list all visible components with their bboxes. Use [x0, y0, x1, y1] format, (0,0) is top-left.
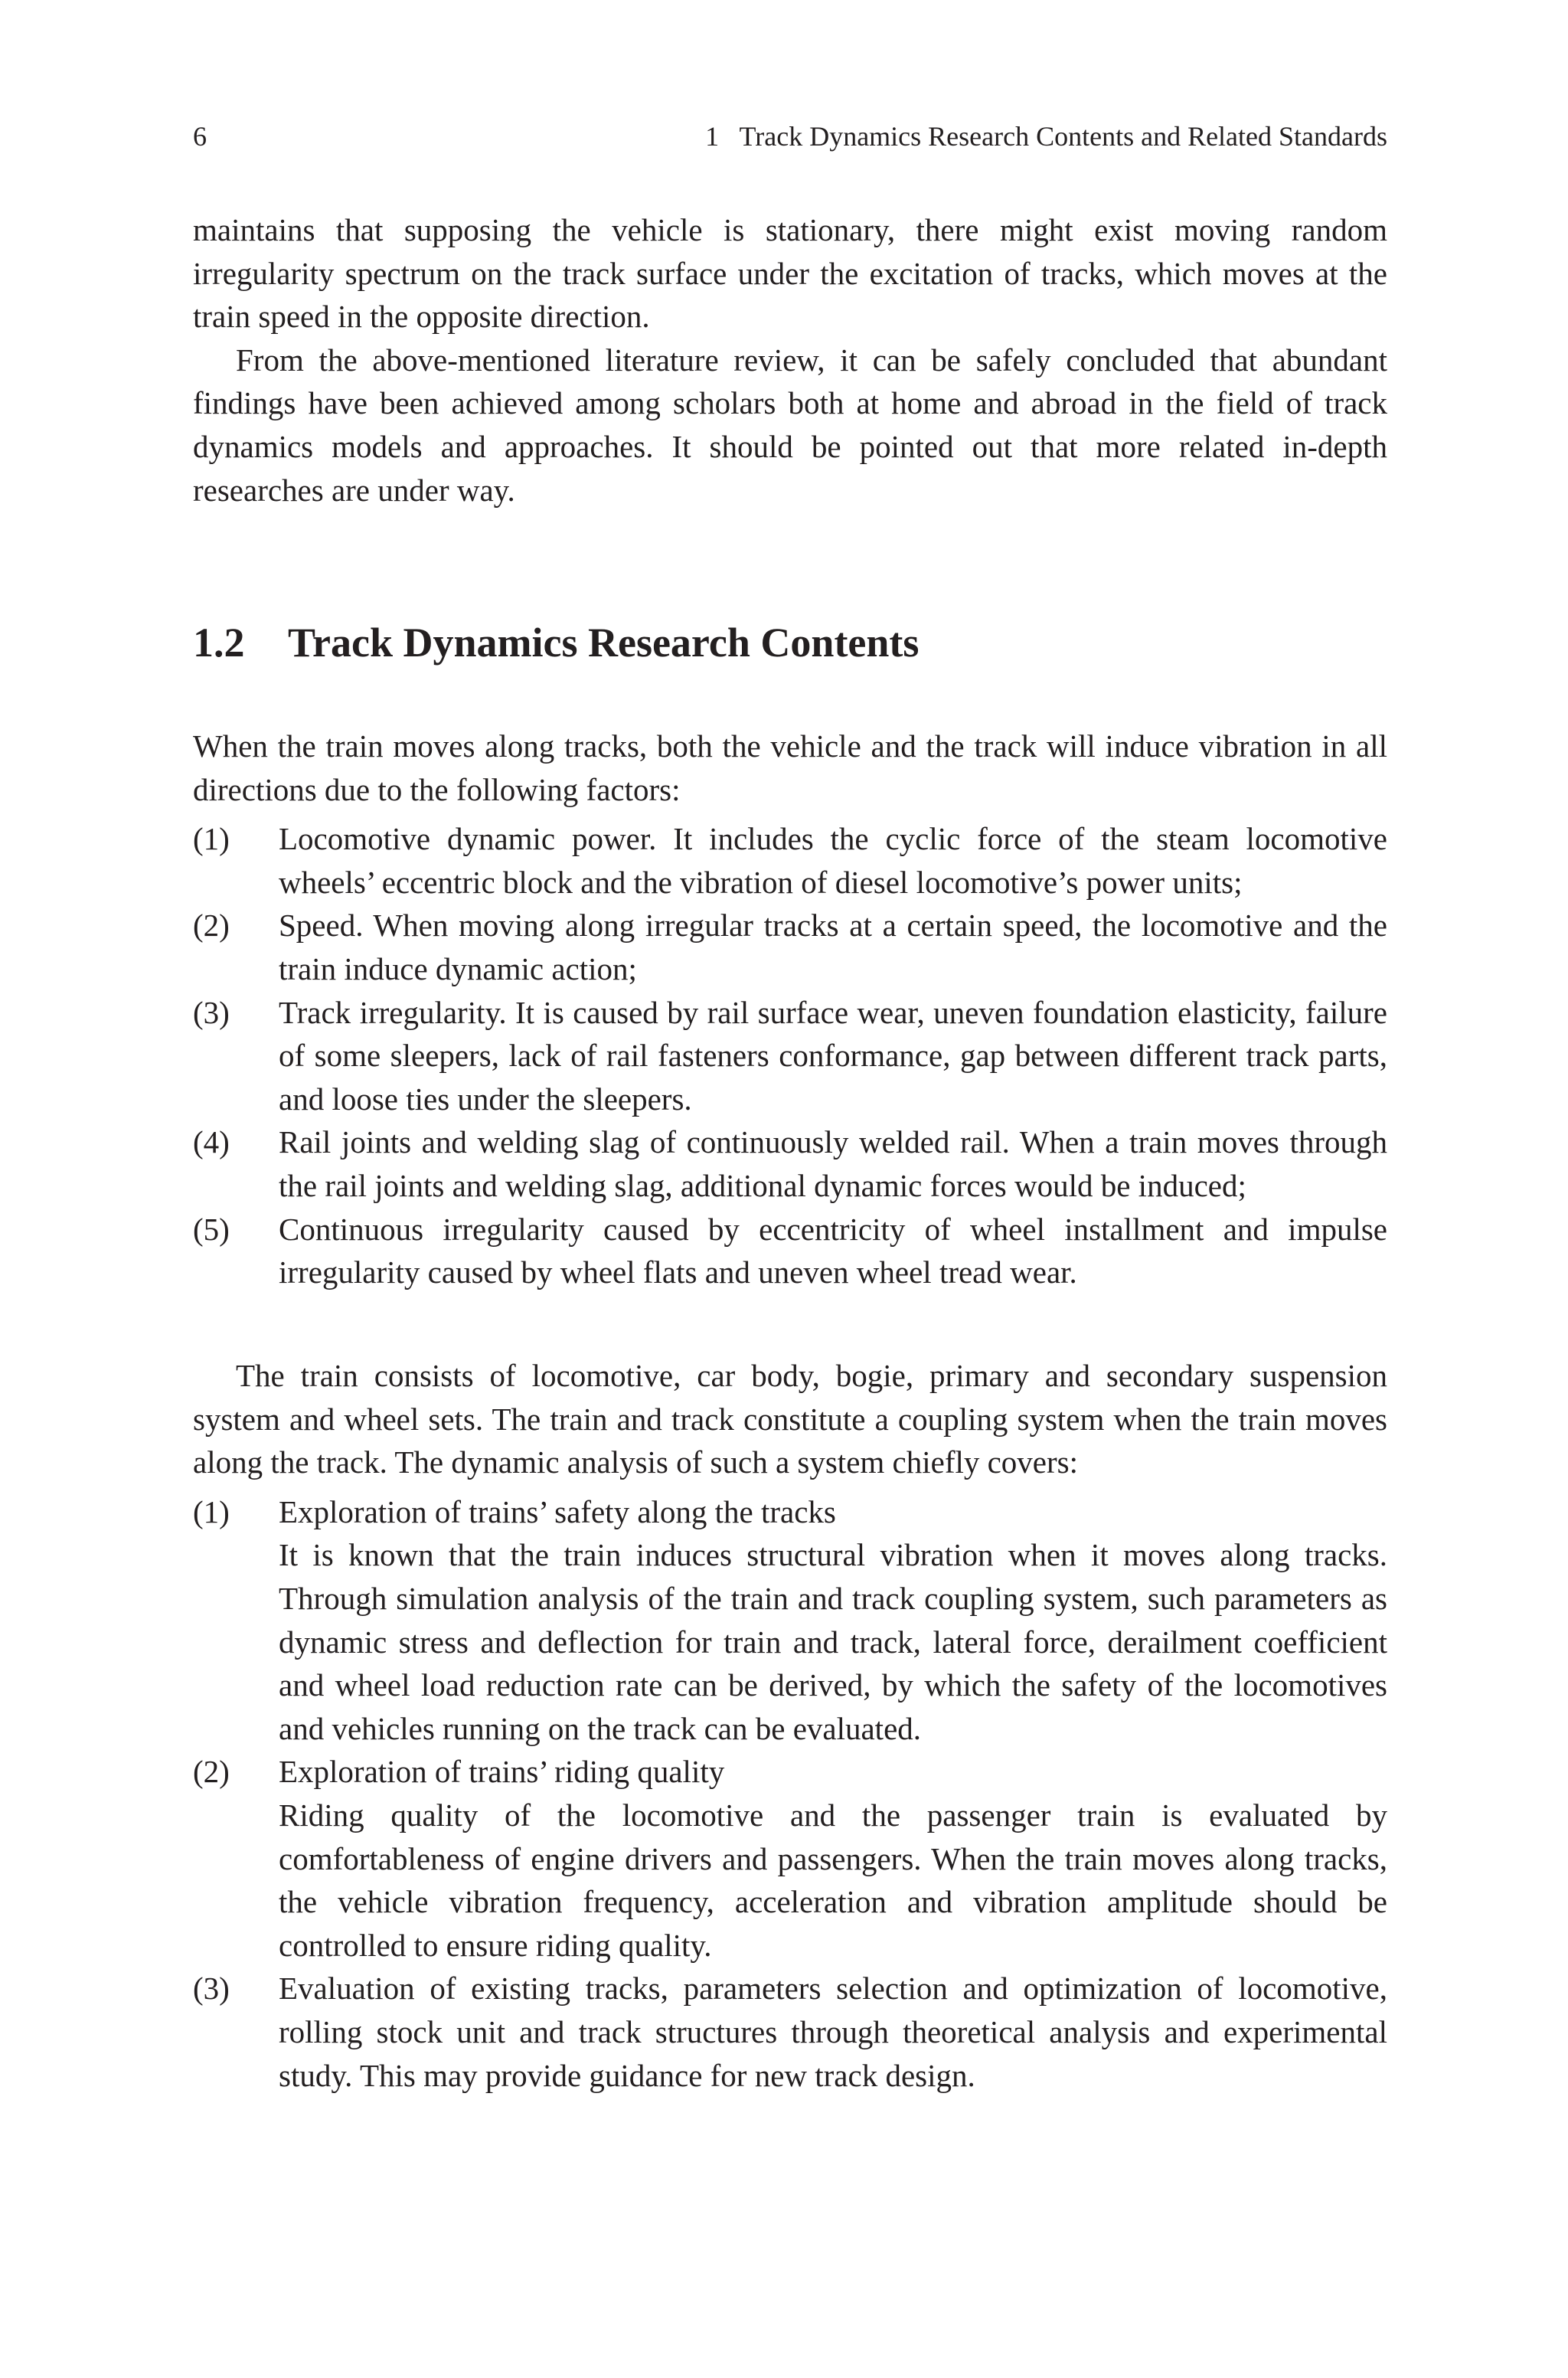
list-item-title: Exploration of trains’ safety along the tracks [279, 1493, 836, 1529]
list-marker: (1) [193, 821, 230, 857]
intro-paragraph: When the train moves along tracks, both the vehicle and the track will induce vibration in all directions due to the following factors: [193, 728, 1387, 807]
list-item [193, 991, 1387, 1121]
list-item [193, 817, 1387, 904]
list-marker: (3) [193, 1971, 230, 2007]
train-paragraph: The train consists of locomotive, car body, bogie, primary and secondary suspension system and wheel sets. The train and track constitute a coupling system when the train moves along the track. The dynamic analysis of such a system chiefly covers: [193, 1358, 1387, 1480]
list-item-text: Speed. When moving along irregular tracks at a certain speed, the locomotive and the train induce dynamic action; [279, 908, 1387, 986]
factors-block [193, 725, 1387, 1294]
list-item-text: Evaluation of existing tracks, parameters selection and optimization of locomotive, rolling stock unit and track structures through theoretical analysis and experimental study. This may provide guidance for new track design. [279, 1971, 1387, 2093]
list-item [193, 1208, 1387, 1294]
list-item-text: Locomotive dynamic power. It includes the cyclic force of the steam locomotive wheels’ eccentric block and the vibration of diesel locomotive’s power units; [279, 821, 1387, 900]
list-item-text: Riding quality of the locomotive and the passenger train is evaluated by comfortableness of engine drivers and passengers. When the train moves along tracks, the vehicle vibration frequency, acceleration and vibration amplitude should be controlled to ensure riding quality. [279, 1797, 1387, 1963]
list-item [193, 1967, 1387, 2097]
continuation-paragraph: maintains that supposing the vehicle is stationary, there might exist moving random irregularity spectrum on the track surface under the excitation of tracks, which moves at the train speed in the opposite direction. [193, 212, 1387, 335]
list-marker: (2) [193, 1754, 230, 1790]
list-item [193, 1490, 1387, 1751]
analysis-block [193, 1354, 1387, 2097]
page-number: 6 [193, 121, 207, 152]
list-item [193, 1750, 1387, 1967]
analysis-list [193, 1490, 1387, 2097]
section-heading [193, 618, 919, 667]
section-number: 1.2 [193, 620, 245, 666]
factors-list [193, 817, 1387, 1294]
literature-summary-paragraph: From the above-mentioned literature review, it can be safely concluded that abundant findings have been achieved among scholars both at home and abroad in the field of track dynamics models and approaches. It should be pointed out that more related in-depth researches are under way. [193, 342, 1387, 508]
running-title: 1 Track Dynamics Research Contents and Related Standards [705, 121, 1387, 152]
list-marker: (3) [193, 994, 230, 1030]
list-item-text: Continuous irregularity caused by eccentricity of wheel installment and impulse irregularity caused by wheel flats and uneven wheel tread wear. [279, 1211, 1387, 1290]
top-text-block [193, 208, 1387, 512]
list-item-text: Track irregularity. It is caused by rail surface wear, uneven foundation elasticity, failure of some sleepers, lack of rail fasteners conformance, gap between different track parts, and loose ties under the sleepers. [279, 994, 1387, 1117]
list-item [193, 904, 1387, 990]
list-item-title: Exploration of trains’ riding quality [279, 1754, 725, 1790]
list-item-text: Rail joints and welding slag of continuously welded rail. When a train moves through the rail joints and welding slag, additional dynamic forces would be induced; [279, 1124, 1387, 1203]
list-marker: (5) [193, 1211, 230, 1247]
list-marker: (2) [193, 908, 230, 944]
list-marker: (4) [193, 1124, 230, 1160]
list-marker: (1) [193, 1493, 230, 1529]
list-item-text: It is known that the train induces structural vibration when it moves along tracks. Through simulation analysis of the train and track coupling system, such parameters as dynamic stress and deflection for train and track, lateral force, derailment coefficient and wheel load reduction rate can be derived, by which the safety of the locomotives and vehicles running on the track can be evaluated. [279, 1537, 1387, 1746]
section-title: Track Dynamics Research Contents [288, 620, 920, 666]
list-item [193, 1120, 1387, 1207]
